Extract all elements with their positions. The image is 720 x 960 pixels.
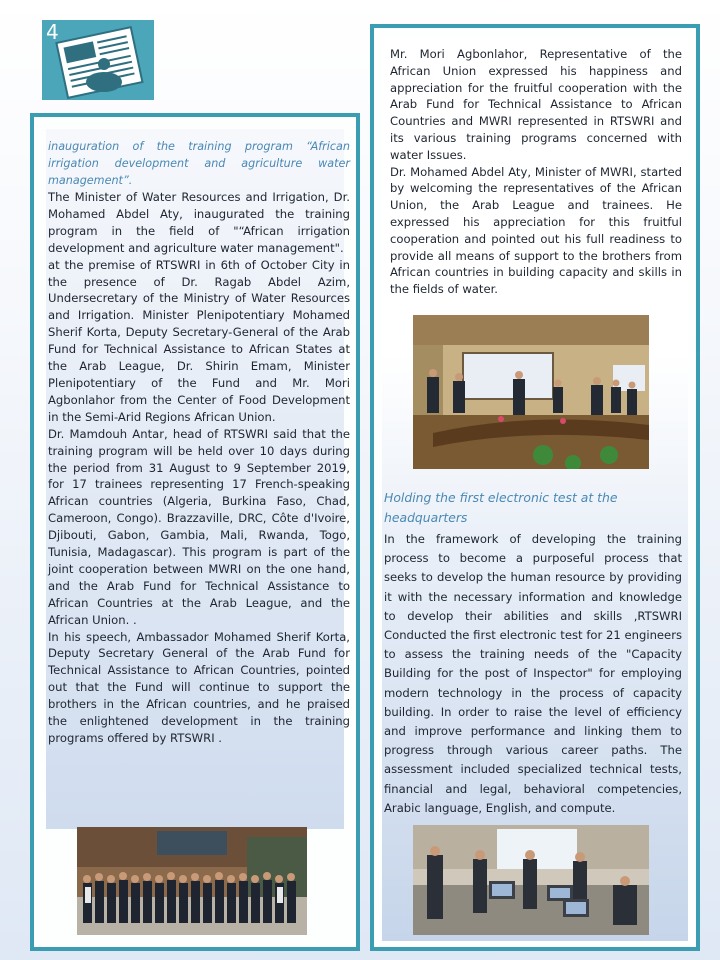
right-paragraph: Dr. Mohamed Abdel Aty, Minister of MWRI, started by welcoming the representatives of the African Union, the Arab League and trainees. He expressed his appreciation for this fruitful cooperation and pointed out his full readiness to provide all means of support to the brothers from African countries in building capacity and skills in the fields of water. — [390, 164, 682, 297]
right-article-text-top — [390, 46, 682, 298]
left-article-text — [48, 138, 350, 747]
group-photo — [77, 827, 307, 935]
page-number-badge — [42, 20, 154, 100]
left-paragraph: Dr. Mamdouh Antar, head of RTSWRI said that the training program will be held over 10 days during the period from 31 August to 9 September 2019, for 17 trainees representing 17 French-speaking African countries (Algeria, Burkina Faso, Chad, Cameroon, Congo). Brazzaville, DRC, Côte d'Ivoire, Djibouti, Gabon, Gambia, Mali, Rwanda, Togo, Tunisia, Madagascar). This program is part of the joint cooperation between MWRI on the one hand, and the Arab Fund for Technical Assistance to African Countries at the Arab League, and the African Union. . — [48, 426, 350, 627]
left-caption: inauguration of the training program “African irrigation development and agriculture water management”. — [48, 140, 350, 187]
conference-photo — [413, 315, 649, 469]
exam-room-photo — [413, 825, 649, 935]
right-paragraph: Mr. Mori Agbonlahor, Representative of the African Union expressed his happiness and appreciation for the fruitful cooperation with the Arab Fund for Technical Assistance to African Countries and MWRI represented in RTSWRI and its various training programs concerned with water Issues. — [390, 47, 682, 162]
newspaper-reader-icon — [42, 20, 154, 100]
page-number: 4 — [46, 20, 59, 44]
section-heading: Holding the first electronic test at the headquarters — [384, 490, 618, 525]
left-paragraph: at the premise of RTSWRI in 6th of October City in the presence of Dr. Ragab Abdel Azim, Undersecretary of the Ministry of Water Resources and Irrigation. Minister Plenipotentiary Mohamed Sherif Korta, Deputy Secretary-General of the Arab Fund for Technical Assistance to African States at the Arab League, Dr. Shirin Emam, Minister Plenipotentiary of the Fund and Mr. Mori Agbonlahor from the Center of Food Development in the Semi-Arid Regions African Union. — [48, 257, 350, 424]
right-paragraph: In the framework of developing the training process to become a purposeful process that seeks to develop the human resource by providing it with the necessary information and knowledge to develop their abilities and skills ,RTSWRI Conducted the first electronic test for 21 engineers to assess the training needs of the "Capacity Building for the post of Inspector" for employing modern technology in the process of capacity building. In order to raise the level of efficiency and improve performance and linking them to progress through various career paths. The assessment included specialized technical tests, financial and legal, behavioral competencies, Arabic language, English, and compute. — [384, 532, 682, 815]
right-article-text-bottom — [384, 530, 682, 818]
left-paragraph: The Minister of Water Resources and Irrigation, Dr. Mohamed Abdel Aty, inaugurated the training program in the field of "“African irrigation development and agriculture water management". — [48, 190, 350, 255]
left-paragraph: In his speech, Ambassador Mohamed Sherif Korta, Deputy Secretary General of the Arab Fund for Technical Assistance to African Countries, pointed out that the Fund will continue to support the brothers in the African countries, and he praised the enlightened development in the training programs offered by RTSWRI . — [48, 629, 350, 745]
